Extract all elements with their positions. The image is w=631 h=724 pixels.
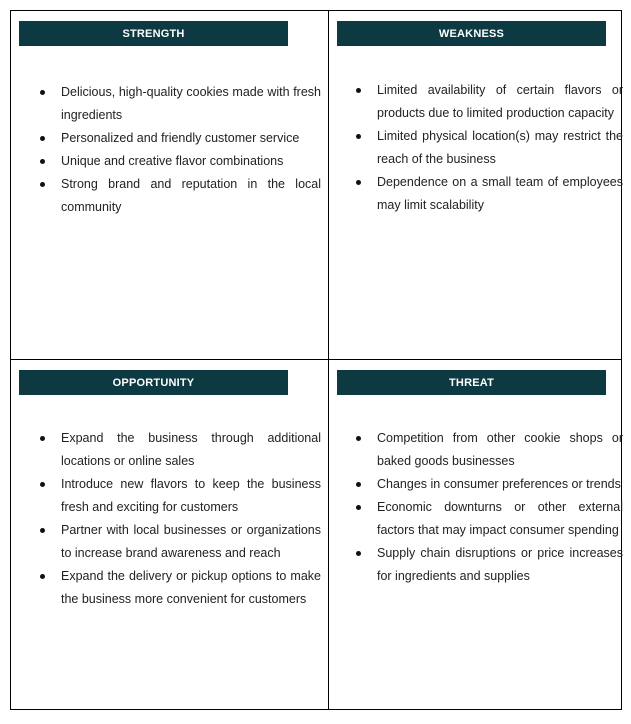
bullet-icon	[356, 505, 361, 510]
strength-quadrant	[11, 11, 328, 359]
list-item	[353, 496, 623, 542]
opportunity-list	[37, 427, 321, 611]
weakness-header: WEAKNESS	[337, 21, 606, 46]
list-item	[353, 542, 623, 588]
list-item	[353, 473, 623, 496]
list-item	[37, 150, 321, 173]
list-item-text: Limited availability of certain flavors or products due to limited production capacity	[377, 83, 623, 120]
list-item-text: Delicious, high-quality cookies made with fresh ingredients	[61, 85, 321, 122]
list-item-text: Unique and creative flavor combinations	[61, 154, 284, 168]
bullet-icon	[40, 159, 45, 164]
list-item	[353, 125, 623, 171]
bullet-icon	[40, 90, 45, 95]
list-item	[37, 81, 321, 127]
bullet-icon	[356, 482, 361, 487]
weakness-list	[353, 79, 623, 217]
bullet-icon	[356, 180, 361, 185]
list-item-text: Economic downturns or other external factors that may impact consumer spending	[377, 500, 623, 537]
threat-header: THREAT	[337, 370, 606, 395]
bullet-icon	[40, 574, 45, 579]
list-item-text: Changes in consumer preferences or trends	[377, 477, 621, 491]
bullet-icon	[356, 436, 361, 441]
list-item-text: Competition from other cookie shops or baked goods businesses	[377, 431, 623, 468]
list-item-text: Introduce new flavors to keep the business fresh and exciting for customers	[61, 477, 321, 514]
list-item	[37, 127, 321, 150]
list-item	[353, 79, 623, 125]
bullet-icon	[40, 136, 45, 141]
opportunity-header: OPPORTUNITY	[19, 370, 288, 395]
bullet-icon	[40, 436, 45, 441]
list-item-text: Limited physical location(s) may restrict the reach of the business	[377, 129, 623, 166]
bullet-icon	[40, 182, 45, 187]
bullet-icon	[356, 88, 361, 93]
list-item-text: Expand the delivery or pickup options to make the business more convenient for customers	[61, 569, 321, 606]
threat-quadrant	[329, 360, 622, 709]
list-item	[37, 173, 321, 219]
swot-table	[10, 10, 622, 710]
list-item	[37, 565, 321, 611]
list-item	[37, 519, 321, 565]
list-item-text: Partner with local businesses or organizations to increase brand awareness and reach	[61, 523, 321, 560]
bullet-icon	[40, 528, 45, 533]
list-item	[353, 171, 623, 217]
threat-list	[353, 427, 623, 588]
list-item	[353, 427, 623, 473]
list-item	[37, 473, 321, 519]
strength-header: STRENGTH	[19, 21, 288, 46]
list-item	[37, 427, 321, 473]
bullet-icon	[356, 134, 361, 139]
list-item-text: Expand the business through additional locations or online sales	[61, 431, 321, 468]
bullet-icon	[356, 551, 361, 556]
list-item-text: Personalized and friendly customer service	[61, 131, 300, 145]
opportunity-quadrant	[11, 360, 328, 709]
weakness-quadrant	[329, 11, 622, 359]
list-item-text: Dependence on a small team of employees may limit scalability	[377, 175, 623, 212]
list-item-text: Supply chain disruptions or price increases for ingredients and supplies	[377, 546, 623, 583]
list-item-text: Strong brand and reputation in the local community	[61, 177, 321, 214]
strength-list	[37, 81, 321, 219]
bullet-icon	[40, 482, 45, 487]
